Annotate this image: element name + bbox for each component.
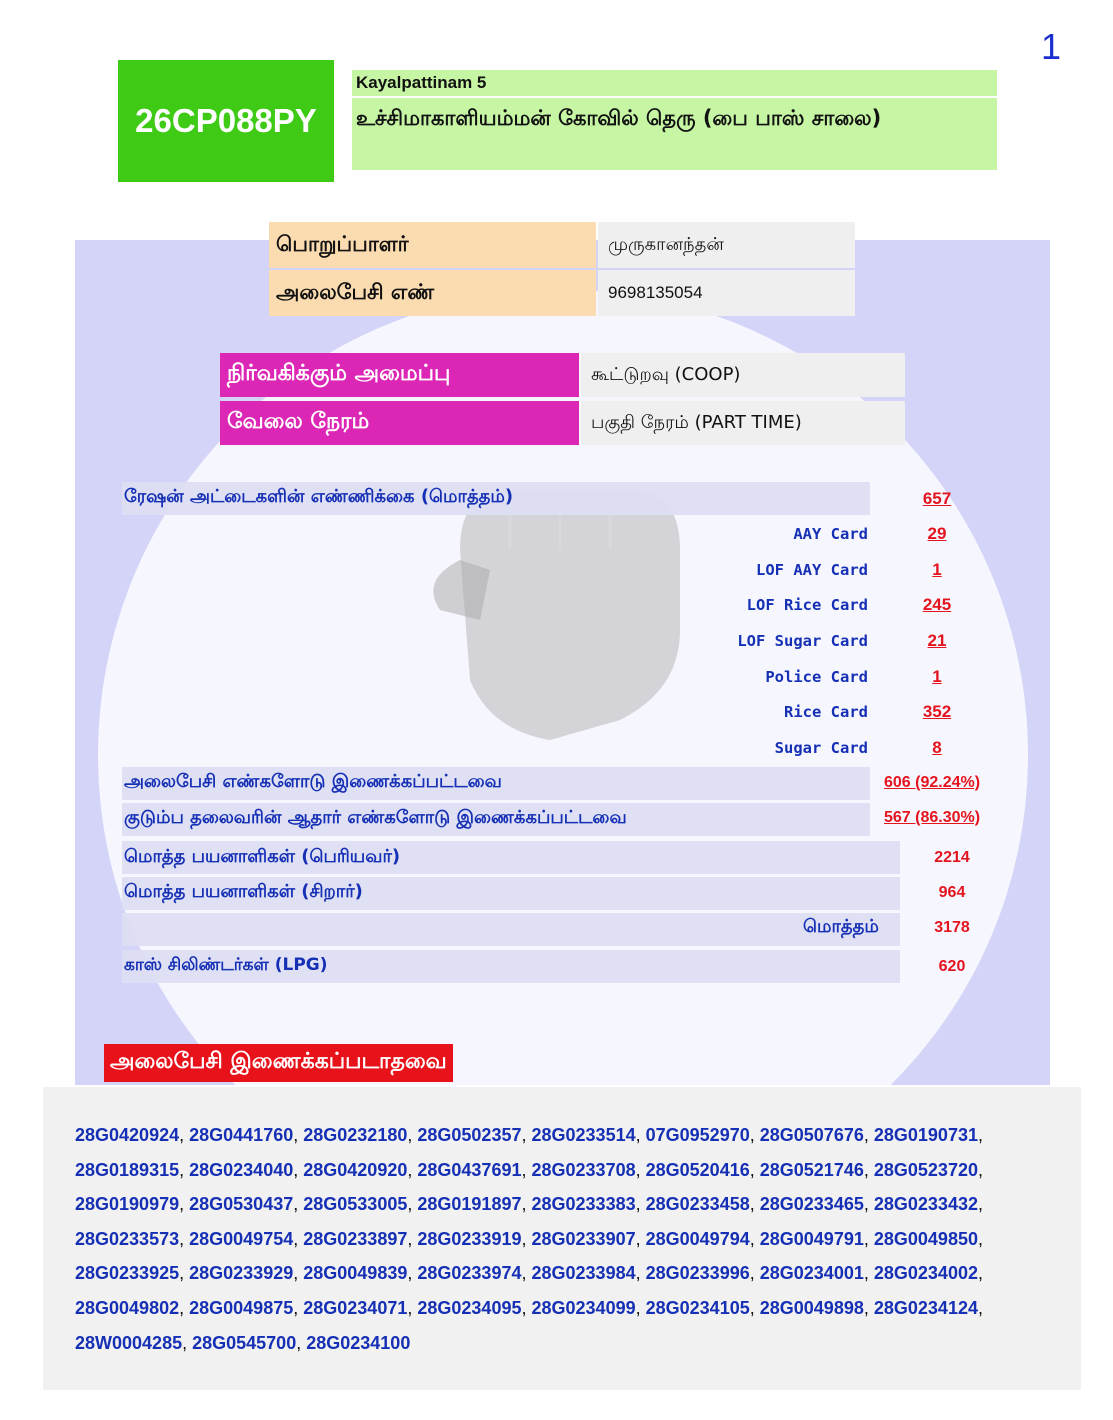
page-number: 1 — [1040, 26, 1061, 67]
unlinked-card-number: 28G0233432 — [873, 1194, 978, 1215]
card-type-value: 21 — [927, 631, 947, 650]
unlinked-card-number: 28G0189315 — [75, 1159, 180, 1180]
mobile-linked-label: அலைபேசி எண்களோடு இணைக்கப்பட்டவை — [124, 771, 502, 792]
unlinked-card-number: 28G0523720 — [873, 1159, 978, 1180]
shop-code: 26CP088PY — [118, 60, 334, 182]
fist-watermark-icon — [400, 430, 710, 750]
unlinked-title: அலைபேசி இணைக்கப்படாதவை — [104, 1044, 453, 1082]
managing-org-value: கூட்டுறவு (COOP) — [581, 353, 905, 397]
ration-total-label: ரேஷன் அட்டைகளின் எண்ணிக்கை (மொத்தம்) — [124, 486, 514, 507]
unlinked-card-number: 28G0530437 — [189, 1194, 294, 1215]
unlinked-card-number: 28G0049791 — [759, 1228, 864, 1249]
card-type-value: 29 — [927, 524, 947, 543]
card-type-label: LOF Sugar Card — [737, 632, 868, 650]
card-type-value: 245 — [922, 595, 952, 614]
card-type-label: Rice Card — [784, 703, 868, 721]
unlinked-card-number: 28G0233974 — [417, 1263, 522, 1284]
phone-value: 9698135054 — [598, 270, 855, 316]
unlinked-card-number: 28G0233573 — [75, 1228, 180, 1249]
shop-area: Kayalpattinam 5 — [352, 70, 997, 96]
lpg-value: 620 — [938, 958, 966, 975]
unlinked-card-number: 28G0233708 — [531, 1159, 636, 1180]
unlinked-card-number: 28G0437691 — [417, 1159, 522, 1180]
unlinked-card-number: 28G0234001 — [759, 1263, 864, 1284]
unlinked-card-number: 28G0234105 — [645, 1297, 750, 1318]
unlinked-card-number: 28G0233465 — [759, 1194, 864, 1215]
unlinked-card-number: 28G0190731 — [873, 1125, 978, 1145]
card-type-label: Sugar Card — [774, 739, 868, 757]
mobile-linked-value: 606 (92.24%) — [884, 774, 981, 791]
unlinked-card-number: 28G0234040 — [189, 1159, 294, 1180]
beneficiaries-total-value: 3178 — [934, 919, 970, 936]
unlinked-card-number: 28G0234095 — [417, 1297, 522, 1318]
unlinked-card-number: 28G0049754 — [189, 1228, 294, 1249]
work-hours-value: பகுதி நேரம் (PART TIME) — [581, 401, 905, 445]
unlinked-card-number: 28G0190979 — [75, 1194, 180, 1215]
unlinked-card-number: 28W0004285 — [75, 1332, 183, 1353]
unlinked-card-number: 28G0502357 — [417, 1125, 522, 1145]
card-type-label: LOF Rice Card — [746, 596, 868, 614]
unlinked-card-number: 28G0420924 — [75, 1125, 180, 1145]
aadhaar-linked-label: குடும்ப தலைவரின் ஆதார் எண்களோடு இணைக்கப்பட்டவை — [124, 807, 627, 828]
unlinked-card-number: 28G0233919 — [417, 1228, 522, 1249]
unlinked-card-number: 28G0420920 — [303, 1159, 408, 1180]
adults-value: 2214 — [934, 849, 970, 866]
unlinked-card-number: 28G0233514 — [531, 1125, 636, 1145]
unlinked-card-number: 28G0234002 — [873, 1263, 978, 1284]
unlinked-card-number: 28G0234099 — [531, 1297, 636, 1318]
unlinked-card-number: 28G0533005 — [303, 1194, 408, 1215]
children-label: மொத்த பயனாளிகள் (சிறார்) — [124, 881, 363, 902]
unlinked-card-number: 28G0049794 — [645, 1228, 750, 1249]
card-type-value: 1 — [932, 667, 942, 686]
aadhaar-linked-value: 567 (86.30%) — [884, 809, 981, 826]
phone-label: அலைபேசி எண் — [269, 270, 596, 316]
work-hours-label: வேலை நேரம் — [220, 401, 579, 445]
unlinked-card-number: 28G0233383 — [531, 1194, 636, 1215]
unlinked-card-number: 28G0049839 — [303, 1263, 408, 1284]
shop-address: உச்சிமாகாளியம்மன் கோவில் தெரு (பை பாஸ் சாலை) — [352, 98, 997, 170]
unlinked-card-number: 28G0234071 — [303, 1297, 408, 1318]
unlinked-card-number: 28G0507676 — [759, 1125, 864, 1145]
children-value: 964 — [938, 884, 966, 901]
lpg-label: காஸ் சிலிண்டர்கள் (LPG) — [124, 955, 328, 975]
unlinked-card-number: 28G0049850 — [873, 1228, 978, 1249]
card-type-value: 352 — [922, 702, 952, 721]
unlinked-card-number: 28G0545700 — [192, 1332, 297, 1353]
beneficiaries-total-label: மொத்தம் — [803, 916, 879, 937]
adults-label: மொத்த பயனாளிகள் (பெரியவர்) — [124, 846, 401, 867]
unlinked-card-number: 07G0952970 — [645, 1125, 750, 1145]
unlinked-card-number: 28G0520416 — [645, 1159, 750, 1180]
managing-org-label: நிர்வகிக்கும் அமைப்பு — [220, 353, 579, 397]
card-type-label: LOF AAY Card — [756, 561, 868, 579]
manager-label: பொறுப்பாளர் — [269, 222, 596, 268]
unlinked-card-number: 28G0234100 — [306, 1332, 411, 1353]
unlinked-card-number: 28G0191897 — [417, 1194, 522, 1215]
unlinked-card-number: 28G0233907 — [531, 1228, 636, 1249]
unlinked-card-number: 28G0233458 — [645, 1194, 750, 1215]
unlinked-card-number: 28G0233925 — [75, 1263, 180, 1284]
unlinked-card-number: 28G0049898 — [759, 1297, 864, 1318]
card-type-value: 8 — [932, 738, 942, 757]
unlinked-card-number: 28G0233984 — [531, 1263, 636, 1284]
unlinked-card-number: 28G0521746 — [759, 1159, 864, 1180]
card-type-value: 1 — [932, 560, 942, 579]
card-type-label: Police Card — [765, 668, 868, 686]
unlinked-card-number: 28G0233996 — [645, 1263, 750, 1284]
manager-value: முருகானந்தன் — [598, 222, 855, 268]
unlinked-card-number: 28G0233897 — [303, 1228, 408, 1249]
unlinked-card-number: 28G0234124 — [873, 1297, 978, 1318]
card-type-label: AAY Card — [793, 525, 868, 543]
unlinked-card-list: 28G0420924, 28G0441760, 28G0232180, 28G0502357, 28G0233514, 07G0952970, 28G0507676, 28G0190731, 28G0189315, 28G0234040, 28G0420920, 28G0437691, 28G0233708, 28G0520416, 28G0521746, 28G0523720, 28G0190979, 28G0530437, 28G0533005, 28G0191897, 28G0233383, 28G0233458, 28G0233465, 28G0233432, 28G0233573, 28G0049754, 28G0233897, 28G0233919, 28G0233907, 28G0049794, 28G0049791, 28G0049850, 28G0233925, 28G0233929, 28G0049839, 28G0233974, 28G0233984, 28G0233996, 28G0234001, 28G0234002, 28G0049802, 28G0049875, 28G0234071, 28G0234095, 28G0234099, 28G0234105, 28G0049898, 28G0234124, 28W0004285, 28G0545700, 28G0234100 — [75, 1125, 983, 1353]
unlinked-card-number: 28G0441760 — [189, 1125, 294, 1145]
unlinked-card-number: 28G0049875 — [189, 1297, 294, 1318]
unlinked-card-number: 28G0232180 — [303, 1125, 408, 1145]
ration-total-value: 657 — [922, 489, 952, 508]
unlinked-card-number: 28G0049802 — [75, 1297, 180, 1318]
unlinked-card-number: 28G0233929 — [189, 1263, 294, 1284]
